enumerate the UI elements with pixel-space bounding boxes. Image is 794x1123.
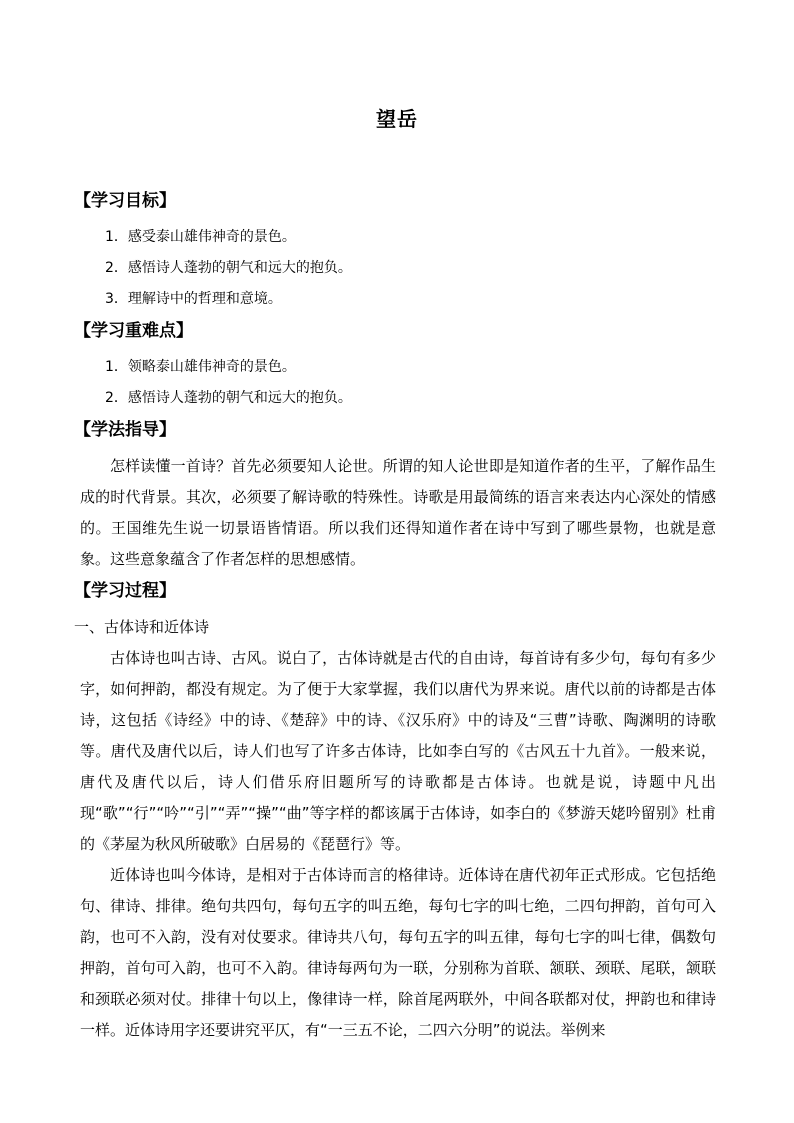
document-body bbox=[74, 185, 716, 1046]
process-subheading: 一、古体诗和近体诗 bbox=[74, 618, 210, 636]
objective-item-2: 2．感悟诗人蓬勃的朝气和远大的抱负。 bbox=[105, 260, 352, 276]
process-paragraph-1: 古体诗也叫古诗、古风。说白了，古体诗就是古代的自由诗，每首诗有多少句，每句有多少字，如何押韵，都没有规定。为了便于大家掌握，我们以唐代为界来说。唐代以前的诗都是古体诗，这包括《诗经》中的诗、《楚辞》中的诗、《汉乐府》中的诗及“三曹”诗歌、陶渊明的诗歌等。唐代及唐代以后，诗人们也写了许多古体诗，比如李白写的《古风五十九首》。一般来说，唐代及唐代以后，诗人们借乐府旧题所写的诗歌都是古体诗。也就是说，诗题中凡出现“歌”“行”“吟”“引”“弄”“操”“曲”等字样的都该属于古体诗，如李白的《梦游天姥吟留别》杜甫的《茅屋为秋风所破歌》白居易的《琵琶行》等。 bbox=[80, 649, 716, 853]
section-heading-key-points: 【学习重难点】 bbox=[74, 321, 193, 341]
method-paragraph: 怎样读懂一首诗？首先必须要知人论世。所谓的知人论世即是知道作者的生平，了解作品生成的时代背景。其次，必须要了解诗歌的特殊性。诗歌是用最简练的语言来表达内心深处的情感的。王国维先生说一切景语皆情语。所以我们还得知道作者在诗中写到了哪些景物，也就是意象。这些意象蕴含了作者怎样的思想感情。 bbox=[80, 457, 716, 568]
key-point-item-2: 2．感悟诗人蓬勃的朝气和远大的抱负。 bbox=[105, 390, 352, 406]
process-paragraph-2: 近体诗也叫今体诗，是相对于古体诗而言的格律诗。近体诗在唐代初年正式形成。它包括绝句、律诗、排律。绝句共四句，每句五字的叫五绝，每句七字的叫七绝，二四句押韵，首句可入韵，也可不入韵，没有对仗要求。律诗共八句，每句五字的叫五律，每句七字的叫七律，偶数句押韵，首句可入韵，也可不入韵。律诗每两句为一联，分别称为首联、颔联、颈联、尾联，颔联和颈联必须对仗。排律十句以上，像律诗一样，除首尾两联外，中间各联都对仗，押韵也和律诗一样。近体诗用字还要讲究平仄，有“一三五不论，二四六分明”的说法。举例来 bbox=[80, 866, 716, 1039]
key-point-item-1: 1．领略泰山雄伟神奇的景色。 bbox=[105, 359, 296, 375]
page-title: 望岳 bbox=[376, 107, 418, 131]
section-heading-method: 【学法指导】 bbox=[74, 420, 176, 440]
section-heading-objectives: 【学习目标】 bbox=[74, 191, 176, 211]
objective-item-1: 1．感受泰山雄伟神奇的景色。 bbox=[105, 229, 296, 245]
section-heading-process: 【学习过程】 bbox=[74, 581, 176, 601]
objective-item-3: 3．理解诗中的哲理和意境。 bbox=[105, 291, 282, 307]
